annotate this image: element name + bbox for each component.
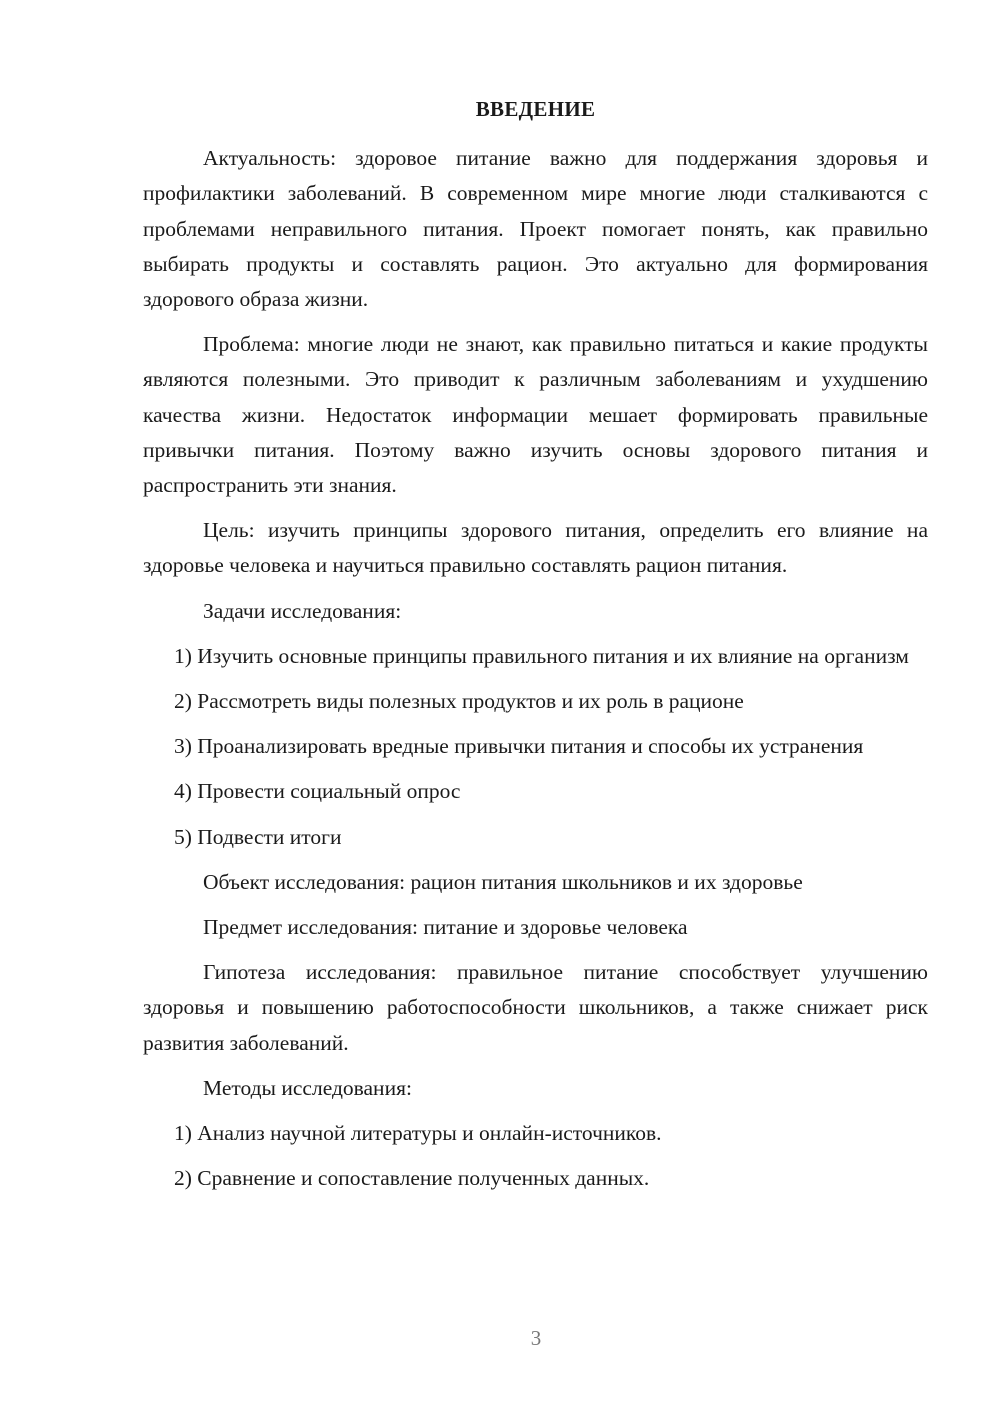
methods-heading: Методы исследования: [203,1075,412,1100]
method-item: 1) Анализ научной литературы и онлайн-источников. [174,1121,662,1146]
document-page [143,92,928,1206]
problem-paragraph: Проблема: многие люди не знают, как правильно питаться и какие продукты являются полезными. Это приводит к различным заболеваниям и ухудшению качества жизни. Недостаток информации мешает формировать правильные привычки питания. Поэтому важно изучить основы здорового питания и распространить эти знания. [143,332,928,498]
task-item: 3) Проанализировать вредные привычки питания и способы их устранения [174,734,864,759]
page-number: 3 [530,1326,542,1350]
page-title: ВВЕДЕНИЕ [475,97,596,121]
goal-paragraph: Цель: изучить принципы здорового питания, определить его влияние на здоровье человека и научиться правильно составлять рацион питания. [143,518,928,578]
subject-paragraph: Предмет исследования: питание и здоровье человека [203,915,688,940]
method-item: 2) Сравнение и сопоставление полученных данных. [174,1166,650,1191]
relevance-paragraph: Актуальность: здоровое питание важно для поддержания здоровья и профилактики заболеваний. В современном мире многие люди сталкиваются с проблемами неправильного питания. Проект помогает понять, как правильно выбирать продукты и составлять рацион. Это актуально для формирования здорового образа жизни. [143,146,928,312]
tasks-heading: Задачи исследования: [203,598,402,623]
task-item: 4) Провести социальный опрос [174,779,461,804]
hypothesis-paragraph: Гипотеза исследования: правильное питание способствует улучшению здоровья и повышению работоспособности школьников, а также снижает риск развития заболеваний. [143,960,928,1055]
task-item: 1) Изучить основные принципы правильного питания и их влияние на организм [174,643,909,668]
task-item: 5) Подвести итоги [174,824,342,849]
task-item: 2) Рассмотреть виды полезных продуктов и их роль в рационе [174,689,744,714]
object-paragraph: Объект исследования: рацион питания школьников и их здоровье [203,869,803,894]
